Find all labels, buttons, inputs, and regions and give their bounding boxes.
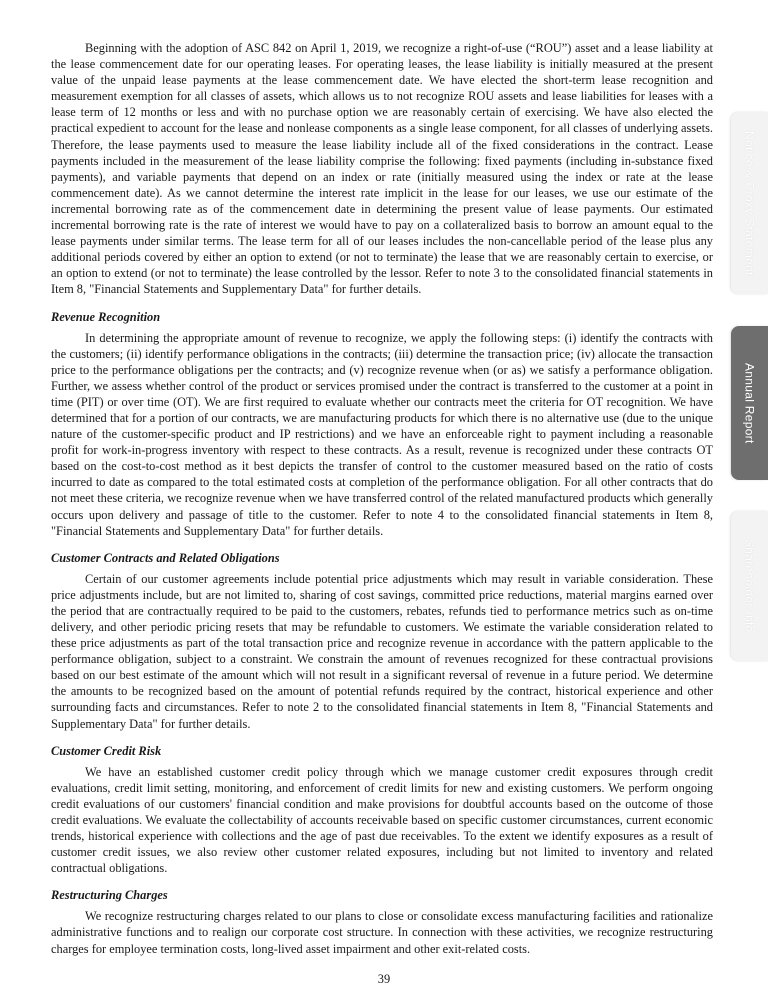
revenue-recognition-paragraph: In determining the appropriate amount of revenue to recognize, we apply the following steps: (i) identify the contracts with the customers; (ii) identify performance obligations in the contracts; (iii) determine the transaction price; (iv) allocate the transaction price to the performance obligations per the contracts; and (v) recognize revenue when (or as) we satisfy a performance obligation. Further, we assess whether control of the product or services promised under the contract is transferred to the customer at a point in time (PIT) or over time (OT). We are first required to evaluate whether our contracts meet the criteria for OT recognition. We have determined that for a portion of our contracts, we are manufacturing products for which there is no alternative use (due to the unique nature of the customer-specific product and IP restrictions) and we have an enforceable right to payment including a reasonable profit for work-in-progress inventory with respect to these contracts. As a result, revenue is recognized under these contracts OT based on the cost-to-cost method as it best depicts the transfer of control to the customer measured based on the ratio of costs incurred to date as compared to the total estimated costs at completion of the performance obligation. For all other contracts that do not meet these criteria, we recognize revenue when we have transferred control of the related manufactured products which generally occurs upon delivery and passage of title to the customer. Refer to note 4 to the consolidated financial statements in Item 8, "Financial Statements and Supplementary Data" for further details. [51,330,713,538]
tab-notice-proxy-statement[interactable] [731,112,768,294]
customer-contracts-heading: Customer Contracts and Related Obligations [51,550,280,565]
leases-paragraph: Beginning with the adoption of ASC 842 on April 1, 2019, we recognize a right-of-use (“ROU”) asset and a lease liability at the lease commencement date for our operating leases. For operating leases, the lease liability is initially measured at the present value of the unpaid lease payments at the lease commencement date. We have elected the short-term lease recognition and measurement exemption for all classes of assets, which allows us to not recognize ROU assets and lease liabilities for leases with a lease term of 12 months or less and with no purchase option we are reasonably certain of exercising. We have also elected the practical expedient to account for the lease and nonlease components as a single lease component, for all classes of underlying assets. Therefore, the lease payments used to measure the lease liability include all of the fixed considerations in the contract. Lease payments included in the measurement of the lease liability comprise the following: fixed payments (including in-substance fixed payments), and variable payments that depend on an index or rate (initially measured using the index or rate at the lease commencement date). As we cannot determine the interest rate implicit in the lease for our leases, we use our estimate of the incremental borrowing rate as of the commencement date in determining the present value of lease payments. Our estimated incremental borrowing rate is the rate of interest we would have to pay on a collateralized basis to borrow an amount equal to the lease payments under similar terms. The lease term for all of our leases includes the non-cancellable period of the lease plus any additional periods covered by either an option to extend (or not to terminate) the lease that we are reasonably certain to exercise, or an option to extend (or not to terminate) the lease controlled by the lessor. Refer to note 3 to the consolidated financial statements in Item 8, "Financial Statements and Supplementary Data" for further details. [51,41,713,297]
document-body [51,40,713,957]
tab-shareholder-info[interactable] [731,511,768,661]
revenue-recognition-heading: Revenue Recognition [51,309,161,324]
tab-label: Annual Report [742,362,757,444]
tab-annual-report[interactable] [731,326,768,480]
restructuring-charges-paragraph: We recognize restructuring charges related to our plans to close or consolidate excess manufacturing facilities and rationalize administrative functions and to realign our corporate cost structure. In connection with these activities, we recognize restructuring charges for employee termination costs, long-lived asset impairment and other exit-related costs. [51,909,713,956]
tab-label: Notice & Proxy Statement [742,130,757,276]
customer-credit-risk-heading: Customer Credit Risk [51,743,162,758]
customer-credit-risk-paragraph: We have an established customer credit policy through which we manage customer credit exposures through credit evaluations, credit limit setting, monitoring, and enforcement of credit limits for new and existing customers. We perform ongoing credit evaluations of our customers' financial condition and make provisions for doubtful accounts based on the outcome of those credit evaluations. We evaluate the collectability of accounts receivable based on specific customer circumstances, current economic trends, historical experience with collections and the age of past due receivables. To the extent we identify exposures as a result of customer credit issues, we also review other customer related exposures, including but not limited to inventory and related contractual obligations. [51,764,713,876]
restructuring-charges-heading: Restructuring Charges [51,888,168,903]
tab-label: Shareholder Info [742,539,757,633]
customer-contracts-paragraph: Certain of our customer agreements include potential price adjustments which may result in variable consideration. These price adjustments include, but are not limited to, sharing of cost savings, committed price reductions, material margins earned over the period that are contractually required to be paid to the customers, rebates, refunds tied to performance metrics such as on-time delivery, and other periodic pricing resets that may be refundable to customers. We estimate the variable consideration related to these price adjustments as part of the total transaction price and recognize revenue in accordance with the pattern applicable to the performance obligation, subject to a constraint. We constrain the amount of revenues recognized for these contractual provisions based on our best estimate of the amount which will not result in a significant reversal of revenue in a future period. We determine the amounts to be recognized based on the amount of potential refunds required by the contract, historical experience and other surrounding facts and circumstances. Refer to note 2 to the consolidated financial statements in Item 8, "Financial Statements and Supplementary Data" for further details. [51,571,713,731]
page-number: 39 [377,972,391,986]
